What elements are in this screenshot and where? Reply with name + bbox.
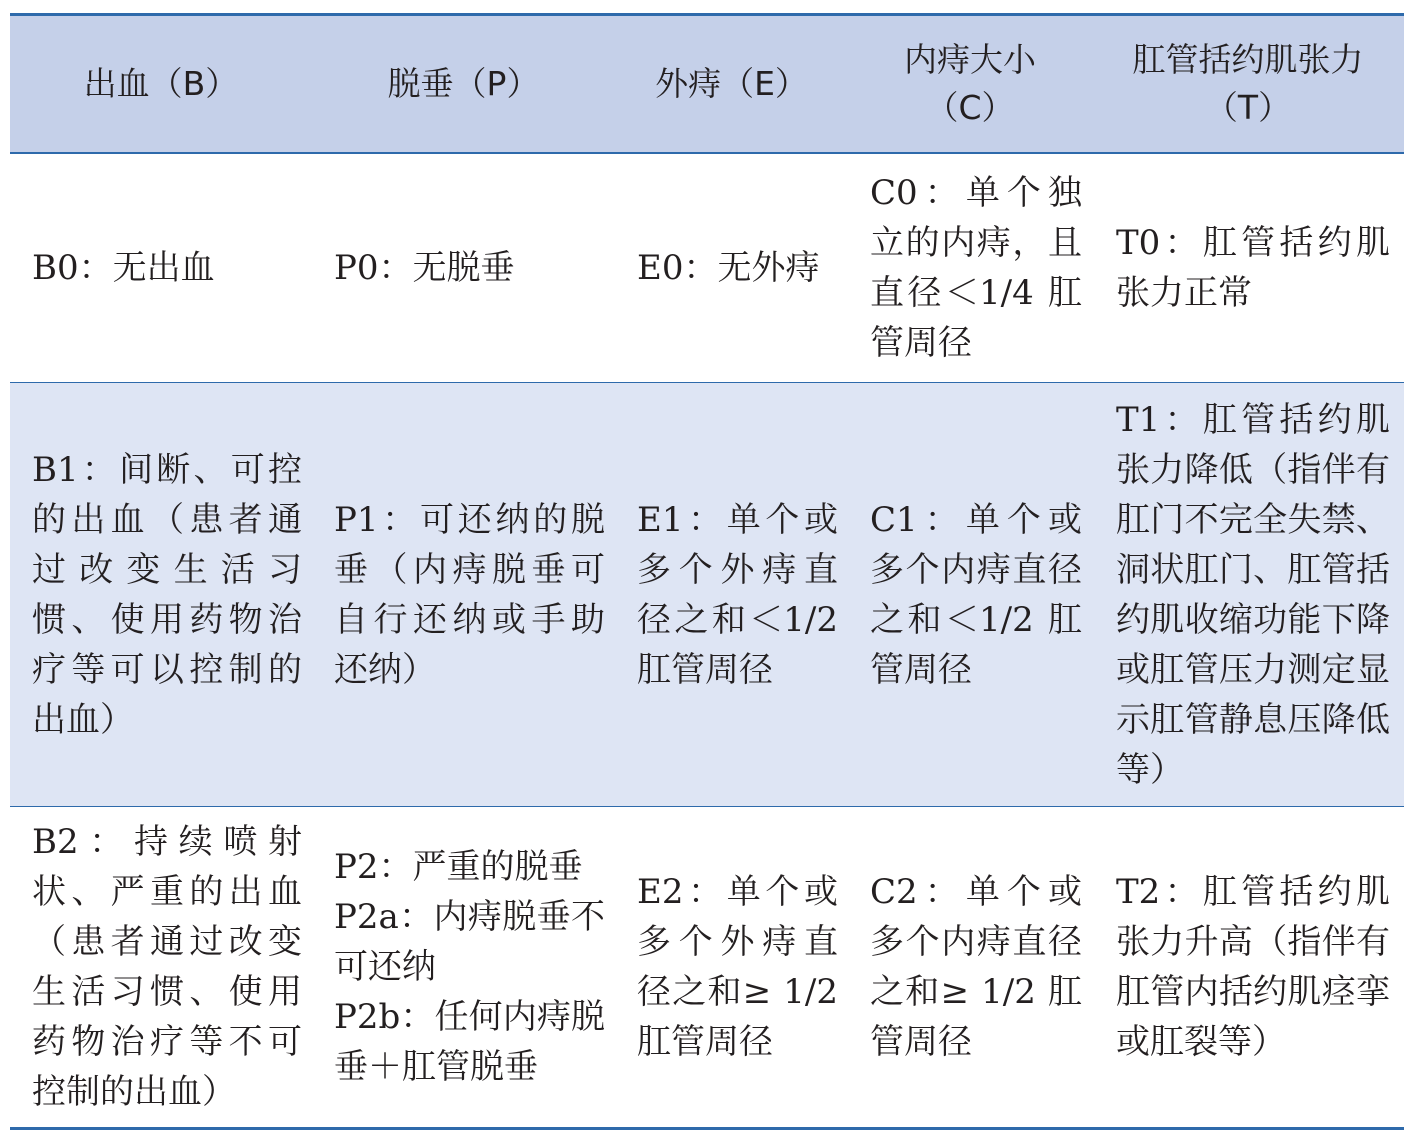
table-cell: [312, 154, 615, 382]
table-cell: [1092, 383, 1404, 806]
header-label: 肛管括约肌张力 （T）: [1132, 40, 1364, 127]
table-cell: [312, 807, 615, 1127]
cell-text: T1：肛管括约肌张力降低（指伴有肛门不完全失禁、洞状肛门、肛管括约肌收缩功能下降或肛管压力测定显示肛管静息压降低等）: [1116, 399, 1390, 790]
table-cell: [1092, 807, 1404, 1127]
table-cell: [10, 807, 312, 1127]
table-cell: [10, 154, 312, 382]
table-cell: [615, 807, 848, 1127]
header-row: [10, 16, 1404, 154]
table-cell: [615, 383, 848, 806]
header-label: 脱垂（P）: [387, 64, 540, 103]
classification-table: [10, 13, 1404, 1130]
header-cell-prolapse: [312, 16, 615, 152]
table-cell: [848, 383, 1092, 806]
cell-text: P0：无脱垂: [334, 248, 515, 288]
cell-text: P1：可还纳的脱垂（内痔脱垂可自行还纳或手助还纳）: [334, 499, 605, 690]
table-row: [10, 154, 1404, 383]
cell-text: E2：单个或多个外痔直径之和≥ 1/2肛管周径: [637, 872, 838, 1062]
cell-text: E0：无外痔: [637, 248, 820, 288]
cell-text: T0：肛管括约肌张力正常: [1116, 223, 1390, 313]
cell-text: E1：单个或多个外痔直径之和＜1/2 肛管周径: [637, 499, 838, 690]
table-cell: [1092, 154, 1404, 382]
cell-text: B1：间断、可控的出血（患者通过改变生活习惯、使用药物治疗等可以控制的出血）: [32, 449, 302, 740]
header-cell-bleeding: [10, 16, 312, 152]
cell-text: C1：单个或多个内痔直径之和＜1/2 肛管周径: [870, 499, 1082, 690]
table-cell: [312, 383, 615, 806]
cell-text: C0：单个独立的内痔，且直径＜1/4 肛管周径: [870, 173, 1082, 363]
cell-text: P2：严重的脱垂 P2a：内痔脱垂不可还纳 P2b：任何内痔脱垂＋肛管脱垂: [334, 847, 605, 1087]
cell-text: B0：无出血: [32, 248, 215, 288]
table-row: [10, 383, 1404, 807]
header-label: 内痔大小 （C）: [904, 40, 1036, 127]
header-label: 出血（B）: [83, 64, 239, 103]
cell-text: B2：持续喷射状、严重的出血（患者通过改变生活习惯、使用药物治疗等不可控制的出血）: [32, 822, 302, 1112]
table-cell: [848, 154, 1092, 382]
header-cell-external-hemorrhoid: [615, 16, 848, 152]
header-label: 外痔（E）: [655, 64, 808, 103]
header-cell-internal-hemorrhoid-size: [848, 16, 1092, 152]
header-cell-sphincter-tone: [1092, 16, 1404, 152]
table-cell: [848, 807, 1092, 1127]
table-cell: [615, 154, 848, 382]
table-row: [10, 807, 1404, 1127]
cell-text: C2：单个或多个内痔直径之和≥ 1/2 肛管周径: [870, 872, 1082, 1062]
table-cell: [10, 383, 312, 806]
cell-text: T2：肛管括约肌张力升高（指伴有肛管内括约肌痉挛或肛裂等）: [1116, 872, 1390, 1062]
